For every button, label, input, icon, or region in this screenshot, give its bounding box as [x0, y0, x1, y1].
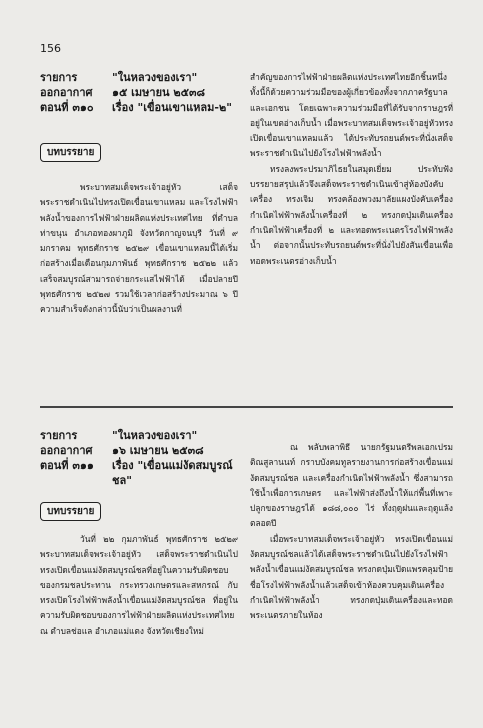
episode-value-continued: ชล" [112, 474, 132, 487]
episode-row [40, 458, 233, 473]
section-divider [40, 406, 453, 408]
program-label: รายการ [40, 429, 78, 442]
broadcast-label: ออกอากาศ [40, 86, 93, 99]
broadcast-label: ออกอากาศ [40, 444, 93, 457]
section2-right-column [250, 440, 453, 624]
section2-left-column [40, 532, 238, 639]
program-row [40, 428, 197, 443]
paragraph: วันที่ ๒๒ กุมภาพันธ์ พุทธศักราช ๒๕๒๙ พระบาทสมเด็จพระเจ้าอยู่หัว เสด็จพระราชดำเนินไปทรงเปิดเขื่อนแม่งัดสมบูรณ์ชลที่อยู่ในความรับผิดชอบของกรมชลประทาน กระทรวงเกษตรและสหกรณ์ กับทรงเปิดโรงไฟฟ้าพลังน้ำเขื่อนแม่งัดสมบูรณ์ชล ที่อยู่ในความรับผิดชอบของการไฟฟ้าฝ่ายผลิตแห่งประเทศไทย ณ ตำบลช่อแล อำเภอแม่แตง จังหวัดเชียงใหม่ [40, 534, 238, 636]
broadcast-row [40, 443, 204, 458]
broadcast-row [40, 85, 205, 100]
episode-label: ตอนที่ ๓๑๐ [40, 101, 94, 114]
paragraph: เมื่อพระบาทสมเด็จพระเจ้าอยู่หัว ทรงเปิดเขื่อนแม่งัดสมบูรณ์ชลแล้วได้เสด็จพระราชดำเนินไปยังโรงไฟฟ้าพลังน้ำเขื่อนแม่งัดสมบูรณ์ชล ทรงกดปุ่มเปิดแพรคลุมป้ายชื่อโรงไฟฟ้าพลังน้ำแล้วเสด็จเข้าห้องควบคุมเดินเครื่องกำเนิดไฟฟ้าพลังน้ำ ทรงกดปุ่มเดินเครื่องและทอดพระเนตรภายในห้อง [250, 533, 453, 621]
paragraph: ณ พลับพลาพิธี นายกรัฐมนตรีพลเอกเปรม ติณสูลานนท์ กราบบังคมทูลรายงานการก่อสร้างเขื่อนแม่งัดสมบูรณ์ชล และเครื่องกำเนิดไฟฟ้าพลังน้ำ ซึ่งสามารถใช้น้ำเพื่อการเกษตร และไฟฟ้าส่งถึงน้ำให้แก่พื้นที่เพาะปลูกของราษฎรได้ ๑๘๘,๐๐๐ ไร่ ทั้งฤดูฝนและฤดูแล้งตลอดปี [250, 442, 453, 529]
narration-box: บทบรรยาย [40, 143, 101, 162]
episode-value: เรื่อง "เขื่อนแม่งัดสมบูรณ์ [112, 459, 233, 472]
episode-value: เรื่อง "เขื่อนเขาแหลม-๒" [112, 101, 232, 114]
page-number: 156 [40, 42, 61, 55]
paragraph: สำคัญของการไฟฟ้าฝ่ายผลิตแห่งประเทศไทยอีกชิ้นหนึ่ง ทั้งนี้ก็ด้วยความร่วมมือของผู้เกี่ยวข้องทั้งจากภาครัฐบาลและเอกชน โดยเฉพาะความร่วมมือที่ได้รับจากราษฎรที่อยู่ในเขตอ่างเก็บน้ำ เมื่อพระบาทสมเด็จพระเจ้าอยู่หัวทรงเปิดเขื่อนเขาแหลมแล้ว ได้ประทับรถยนต์พระที่นั่งเสด็จพระราชดำเนินไปยังโรงไฟฟ้าพลังน้ำ [250, 72, 453, 159]
program-row [40, 70, 197, 85]
paragraph: ทรงลงพระปรมาภิไธยในสมุดเยี่ยม ประทับฟังบรรยายสรุปแล้วจึงเสด็จพระราชดำเนินเข้าสู่ห้องบังคับเครื่อง ทรงเจิม ทรงคล้องพวงมาลัยแผงบังคับเครื่องกำเนิดไฟฟ้าพลังน้ำเครื่องที่ ๒ ทรงกดปุ่มเดินเครื่องกำเนิดไฟฟ้าเครื่องที่ ๒ และทอดพระเนตรโรงไฟฟ้าพลังน้ำ ต่อจากนั้นประทับรถยนต์พระที่นั่งไปยังสันเขื่อนเพื่อทอดพระเนตรอ่างเก็บน้ำ [250, 163, 453, 266]
episode-label: ตอนที่ ๓๑๑ [40, 459, 94, 472]
paragraph: พระบาทสมเด็จพระเจ้าอยู่หัว เสด็จพระราชดำเนินไปทรงเปิดเขื่อนเขาแหลม และโรงไฟฟ้าพลังน้ำของการไฟฟ้าฝ่ายผลิตแห่งประเทศไทย ที่ตำบลท่าขนุน อำเภอทองผาภูมิ จังหวัดกาญจนบุรี วันที่ ๙ มกราคม พุทธศักราช ๒๕๒๙ เขื่อนเขาแหลมนี้ได้เริ่มก่อสร้างเมื่อเดือนกุมภาพันธ์ พุทธศักราช ๒๕๒๒ แล้วเสร็จสมบูรณ์สามารถจ่ายกระแสไฟฟ้าได้ เมื่อปลายปีพุทธศักราช ๒๕๒๗ รวมใช้เวลาก่อสร้างประมาณ ๖ ปี ความสำเร็จดังกล่าวนี้นับว่าเป็นผลงานที่ [40, 182, 238, 315]
broadcast-value: ๑๕ เมษายน ๒๕๓๘ [112, 86, 205, 99]
broadcast-value: ๑๖ เมษายน ๒๕๓๘ [112, 444, 204, 457]
program-label: รายการ [40, 71, 78, 84]
program-value: "ในหลวงของเรา" [112, 429, 198, 442]
narration-box: บทบรรยาย [40, 502, 101, 521]
section1-left-column [40, 180, 238, 318]
episode-title-continued [40, 473, 132, 488]
section1-right-column [250, 70, 453, 269]
episode-row [40, 100, 232, 115]
program-value: "ในหลวงของเรา" [112, 71, 198, 84]
